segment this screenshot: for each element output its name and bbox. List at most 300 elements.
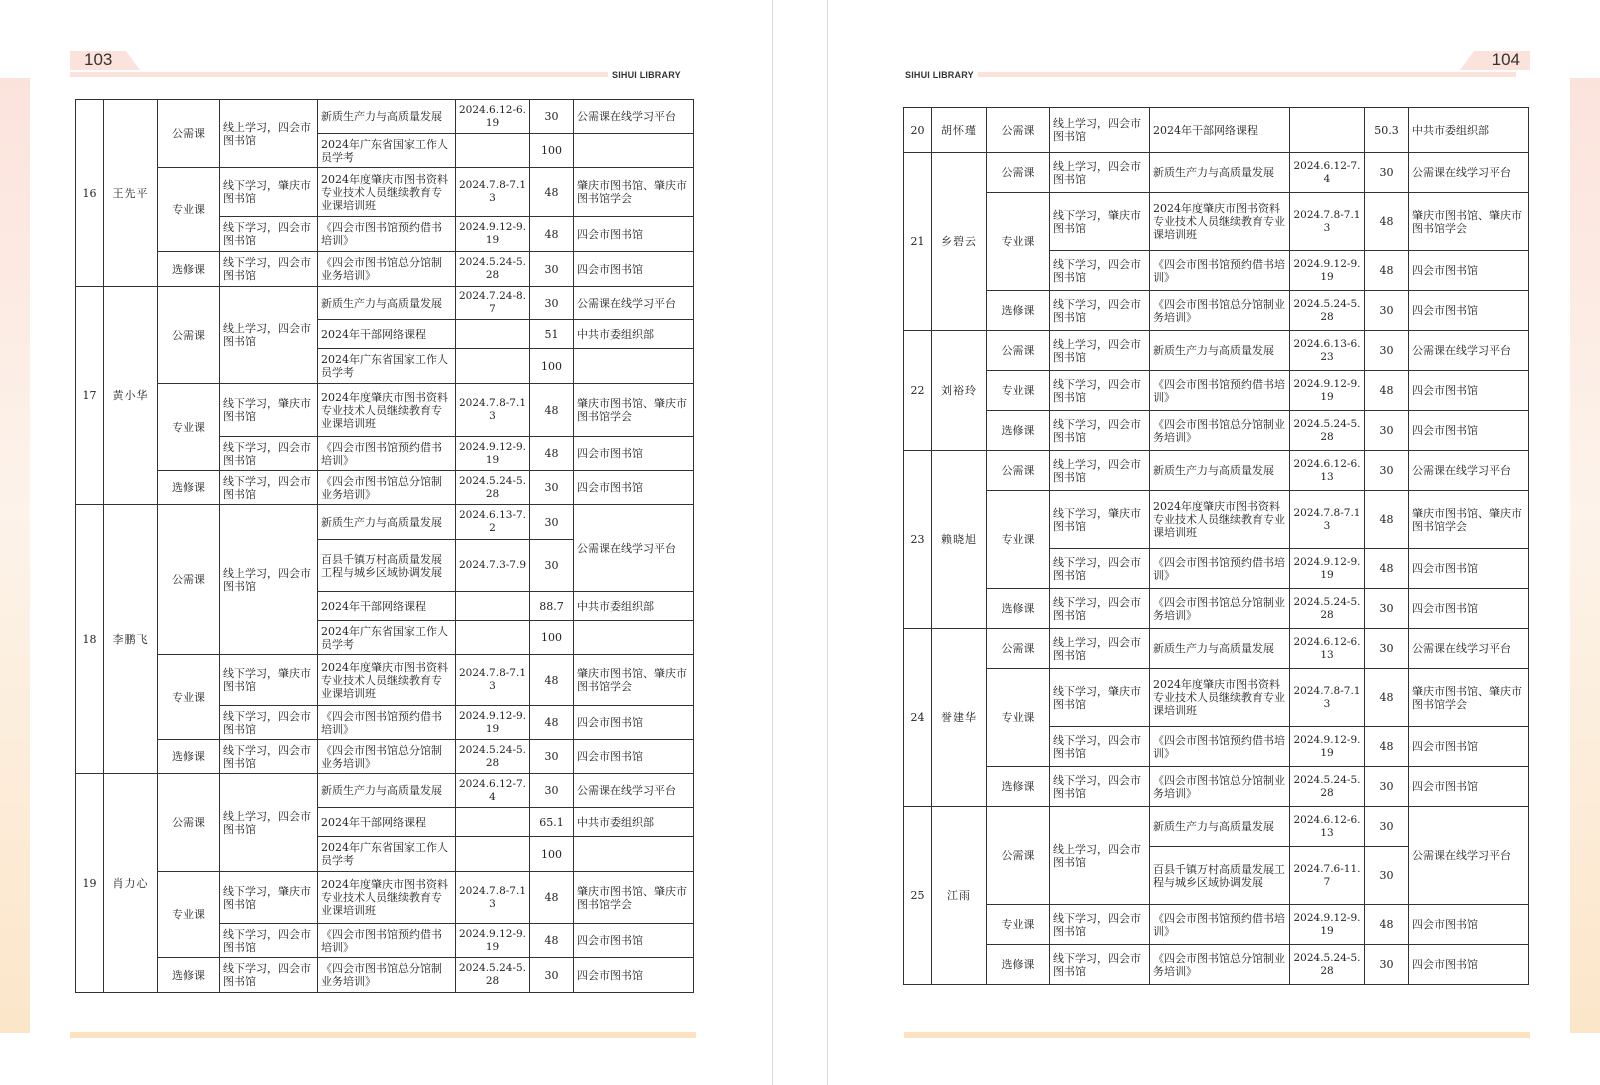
course-type-cell: 公需课 xyxy=(158,505,220,655)
table-row xyxy=(76,168,694,217)
table-row xyxy=(904,589,1529,629)
org-cell: 四会市图书馆 xyxy=(1409,371,1529,411)
table-row xyxy=(904,669,1529,727)
date-cell: 2024.9.12-9.19 xyxy=(1290,251,1365,291)
org-cell xyxy=(574,134,694,168)
date-cell xyxy=(456,134,530,168)
content-cell: 2024年度肇庆市图书资料专业技术人员继续教育专业课培训班 xyxy=(1150,491,1290,549)
method-cell: 线下学习，四会市图书馆 xyxy=(220,706,318,740)
date-cell: 2024.5.24-5.28 xyxy=(1290,945,1365,985)
hours-cell: 100 xyxy=(530,349,574,384)
course-type-cell: 公需课 xyxy=(987,108,1050,153)
course-type-cell: 公需课 xyxy=(987,807,1050,905)
table-row xyxy=(76,740,694,774)
content-cell: 新质生产力与高质量发展 xyxy=(1150,807,1290,847)
content-cell: 2024年度肇庆市图书资料专业技术人员继续教育专业课培训班 xyxy=(1150,193,1290,251)
date-cell: 2024.7.8-7.13 xyxy=(456,384,530,437)
org-cell: 四会市图书馆 xyxy=(1409,767,1529,807)
right-page xyxy=(828,0,1600,1085)
course-type-cell: 选修课 xyxy=(987,767,1050,807)
course-type-cell: 专业课 xyxy=(158,168,220,252)
org-cell: 肇庆市图书馆、肇庆市图书馆学会 xyxy=(1409,193,1529,251)
table-row xyxy=(904,807,1529,847)
content-cell: 2024年度肇庆市图书资料专业技术人员继续教育专业课培训班 xyxy=(318,655,456,706)
hours-cell: 30 xyxy=(530,100,574,134)
date-cell xyxy=(1290,108,1365,153)
name-cell: 江雨 xyxy=(932,807,987,985)
table-row xyxy=(904,193,1529,251)
hours-cell: 30 xyxy=(1365,807,1409,847)
method-cell: 线上学习，四会市图书馆 xyxy=(1050,331,1150,371)
course-type-cell: 专业课 xyxy=(158,384,220,471)
content-cell: 百县千镇万村高质量发展工程与城乡区域协调发展 xyxy=(318,540,456,592)
method-cell: 线下学习，肇庆市图书馆 xyxy=(1050,491,1150,549)
content-cell: 2024年度肇庆市图书资料专业技术人员继续教育专业课培训班 xyxy=(318,168,456,217)
org-cell: 四会市图书馆 xyxy=(574,924,694,958)
org-cell: 公需课在线学习平台 xyxy=(574,287,694,320)
method-cell: 线下学习，四会市图书馆 xyxy=(1050,767,1150,807)
name-cell: 刘裕玲 xyxy=(932,331,987,451)
table-row xyxy=(904,491,1529,549)
course-type-cell: 公需课 xyxy=(158,774,220,872)
org-cell: 四会市图书馆 xyxy=(574,252,694,287)
date-cell: 2024.9.12-9.19 xyxy=(1290,549,1365,589)
course-type-cell: 选修课 xyxy=(158,740,220,774)
table-row xyxy=(904,331,1529,371)
date-cell: 2024.7.8-7.13 xyxy=(456,168,530,217)
hours-cell: 48 xyxy=(1365,549,1409,589)
footer-rule xyxy=(70,1032,696,1038)
hours-cell: 48 xyxy=(1365,371,1409,411)
hours-cell: 30 xyxy=(530,471,574,505)
content-cell: 《四会市图书馆总分馆制业务培训》 xyxy=(318,252,456,287)
content-cell: 2024年广东省国家工作人员学考 xyxy=(318,621,456,655)
page-number: 104 xyxy=(1491,50,1520,69)
training-record-table xyxy=(903,107,1529,985)
hours-cell: 30 xyxy=(1365,451,1409,491)
org-cell: 四会市图书馆 xyxy=(574,471,694,505)
table-row xyxy=(904,108,1529,153)
hours-cell: 100 xyxy=(530,837,574,872)
date-cell: 2024.5.24-5.28 xyxy=(1290,411,1365,451)
content-cell: 新质生产力与高质量发展 xyxy=(318,100,456,134)
date-cell: 2024.6.12-6.13 xyxy=(1290,807,1365,847)
method-cell: 线下学习，四会市图书馆 xyxy=(1050,371,1150,411)
seq-cell: 23 xyxy=(904,451,932,629)
method-cell: 线上学习，四会市图书馆 xyxy=(220,287,318,384)
method-cell: 线下学习，肇庆市图书馆 xyxy=(220,384,318,437)
left-side-band xyxy=(0,78,30,1033)
content-cell: 《四会市图书馆预约借书培训》 xyxy=(1150,251,1290,291)
date-cell: 2024.7.3-7.9 xyxy=(456,540,530,592)
method-cell: 线上学习，四会市图书馆 xyxy=(1050,807,1150,905)
course-type-cell: 专业课 xyxy=(987,193,1050,291)
org-cell: 中共市委组织部 xyxy=(1409,108,1529,153)
page-number: 103 xyxy=(84,50,113,69)
org-cell: 四会市图书馆 xyxy=(1409,945,1529,985)
date-cell: 2024.5.24-5.28 xyxy=(456,471,530,505)
content-cell: 《四会市图书馆总分馆制业务培训》 xyxy=(1150,291,1290,331)
content-cell: 《四会市图书馆预约借书培训》 xyxy=(318,924,456,958)
org-cell xyxy=(574,621,694,655)
date-cell: 2024.9.12-9.19 xyxy=(1290,371,1365,411)
table-row xyxy=(904,905,1529,945)
date-cell: 2024.9.12-9.19 xyxy=(456,706,530,740)
name-cell: 胡怀瑾 xyxy=(932,108,987,153)
course-type-cell: 选修课 xyxy=(158,471,220,505)
method-cell: 线下学习，四会市图书馆 xyxy=(220,252,318,287)
course-type-cell: 公需课 xyxy=(987,451,1050,491)
content-cell: 2024年度肇庆市图书资料专业技术人员继续教育专业课培训班 xyxy=(318,384,456,437)
org-cell: 四会市图书馆 xyxy=(1409,905,1529,945)
table-row xyxy=(904,451,1529,491)
seq-cell: 24 xyxy=(904,629,932,807)
course-type-cell: 公需课 xyxy=(158,287,220,384)
hours-cell: 30 xyxy=(530,958,574,993)
course-type-cell: 专业课 xyxy=(158,872,220,958)
hours-cell: 48 xyxy=(530,217,574,252)
org-cell: 公需课在线学习平台 xyxy=(1409,629,1529,669)
date-cell: 2024.7.24-8.7 xyxy=(456,287,530,320)
date-cell: 2024.6.13-7.2 xyxy=(456,505,530,540)
content-cell: 新质生产力与高质量发展 xyxy=(318,505,456,540)
date-cell: 2024.5.24-5.28 xyxy=(456,740,530,774)
hours-cell: 30 xyxy=(530,740,574,774)
table-row xyxy=(76,471,694,505)
date-cell: 2024.7.8-7.13 xyxy=(456,655,530,706)
content-cell: 《四会市图书馆预约借书培训》 xyxy=(1150,371,1290,411)
seq-cell: 22 xyxy=(904,331,932,451)
name-cell: 肖力心 xyxy=(104,774,158,993)
method-cell: 线下学习，四会市图书馆 xyxy=(1050,411,1150,451)
hours-cell: 48 xyxy=(1365,193,1409,251)
hours-cell: 30 xyxy=(1365,153,1409,193)
hours-cell: 30 xyxy=(1365,629,1409,669)
hours-cell: 48 xyxy=(1365,251,1409,291)
hours-cell: 48 xyxy=(530,437,574,471)
content-cell: 《四会市图书馆总分馆制业务培训》 xyxy=(318,958,456,993)
content-cell: 2024年干部网络课程 xyxy=(1150,108,1290,153)
seq-cell: 25 xyxy=(904,807,932,985)
method-cell: 线上学习，四会市图书馆 xyxy=(1050,108,1150,153)
content-cell: 新质生产力与高质量发展 xyxy=(318,774,456,808)
org-cell: 公需课在线学习平台 xyxy=(574,505,694,592)
date-cell: 2024.7.8-7.13 xyxy=(1290,669,1365,727)
seq-cell: 19 xyxy=(76,774,104,993)
date-cell: 2024.6.12-7.4 xyxy=(1290,153,1365,193)
org-cell: 肇庆市图书馆、肇庆市图书馆学会 xyxy=(1409,491,1529,549)
method-cell: 线上学习，四会市图书馆 xyxy=(220,774,318,872)
seq-cell: 21 xyxy=(904,153,932,331)
date-cell: 2024.5.24-5.28 xyxy=(1290,589,1365,629)
date-cell: 2024.7.8-7.13 xyxy=(1290,491,1365,549)
hours-cell: 30 xyxy=(1365,589,1409,629)
table-row xyxy=(76,252,694,287)
hours-cell: 48 xyxy=(530,168,574,217)
date-cell xyxy=(456,621,530,655)
method-cell: 线下学习，肇庆市图书馆 xyxy=(220,655,318,706)
content-cell: 2024年度肇庆市图书资料专业技术人员继续教育专业课培训班 xyxy=(1150,669,1290,727)
date-cell: 2024.6.13-6.23 xyxy=(1290,331,1365,371)
footer-rule xyxy=(904,1032,1530,1038)
hours-cell: 48 xyxy=(1365,491,1409,549)
content-cell: 《四会市图书馆总分馆制业务培训》 xyxy=(318,471,456,505)
content-cell: 百县千镇万村高质量发展工程与城乡区域协调发展 xyxy=(1150,847,1290,905)
method-cell: 线下学习，四会市图书馆 xyxy=(1050,251,1150,291)
org-cell: 公需课在线学习平台 xyxy=(1409,807,1529,905)
date-cell xyxy=(456,592,530,621)
table-row xyxy=(76,958,694,993)
org-cell: 肇庆市图书馆、肇庆市图书馆学会 xyxy=(574,655,694,706)
content-cell: 《四会市图书馆总分馆制业务培训》 xyxy=(1150,945,1290,985)
org-cell: 中共市委组织部 xyxy=(574,808,694,837)
hours-cell: 30 xyxy=(1365,847,1409,905)
content-cell: 《四会市图书馆总分馆制业务培训》 xyxy=(1150,589,1290,629)
name-cell: 誉建华 xyxy=(932,629,987,807)
content-cell: 《四会市图书馆预约借书培训》 xyxy=(318,437,456,471)
hours-cell: 50.3 xyxy=(1365,108,1409,153)
content-cell: 2024年广东省国家工作人员学考 xyxy=(318,837,456,872)
method-cell: 线下学习，肇庆市图书馆 xyxy=(220,168,318,217)
org-cell: 公需课在线学习平台 xyxy=(1409,153,1529,193)
org-cell: 肇庆市图书馆、肇庆市图书馆学会 xyxy=(574,168,694,217)
org-cell: 四会市图书馆 xyxy=(574,217,694,252)
content-cell: 2024年广东省国家工作人员学考 xyxy=(318,349,456,384)
hours-cell: 100 xyxy=(530,134,574,168)
course-type-cell: 公需课 xyxy=(987,153,1050,193)
content-cell: 新质生产力与高质量发展 xyxy=(1150,629,1290,669)
org-cell: 四会市图书馆 xyxy=(574,958,694,993)
table-row xyxy=(76,505,694,540)
course-type-cell: 专业课 xyxy=(158,655,220,740)
method-cell: 线下学习，四会市图书馆 xyxy=(220,437,318,471)
seq-cell: 20 xyxy=(904,108,932,153)
org-cell: 公需课在线学习平台 xyxy=(574,100,694,134)
content-cell: 《四会市图书馆预约借书培训》 xyxy=(1150,905,1290,945)
brand-label: SIHUI LIBRARY xyxy=(905,70,974,80)
seq-cell: 18 xyxy=(76,505,104,774)
content-cell: 新质生产力与高质量发展 xyxy=(1150,153,1290,193)
date-cell: 2024.5.24-5.28 xyxy=(1290,291,1365,331)
hours-cell: 30 xyxy=(530,252,574,287)
hours-cell: 48 xyxy=(530,706,574,740)
method-cell: 线上学习，四会市图书馆 xyxy=(1050,451,1150,491)
hours-cell: 30 xyxy=(1365,331,1409,371)
training-record-table xyxy=(75,99,694,993)
course-type-cell: 选修课 xyxy=(158,252,220,287)
course-type-cell: 选修课 xyxy=(987,291,1050,331)
table-row xyxy=(904,291,1529,331)
method-cell: 线下学习，肇庆市图书馆 xyxy=(1050,193,1150,251)
table-row xyxy=(904,371,1529,411)
method-cell: 线下学习，四会市图书馆 xyxy=(1050,727,1150,767)
hours-cell: 48 xyxy=(530,924,574,958)
org-cell: 四会市图书馆 xyxy=(1409,291,1529,331)
hours-cell: 30 xyxy=(530,540,574,592)
name-cell: 乡碧云 xyxy=(932,153,987,331)
name-cell: 黄小华 xyxy=(104,287,158,505)
hours-cell: 100 xyxy=(530,621,574,655)
org-cell: 四会市图书馆 xyxy=(574,740,694,774)
course-type-cell: 专业课 xyxy=(987,669,1050,767)
date-cell: 2024.5.24-5.28 xyxy=(456,958,530,993)
course-type-cell: 选修课 xyxy=(987,945,1050,985)
table-row xyxy=(904,945,1529,985)
org-cell xyxy=(574,837,694,872)
table-row xyxy=(76,100,694,134)
method-cell: 线下学习，肇庆市图书馆 xyxy=(1050,669,1150,727)
org-cell: 四会市图书馆 xyxy=(1409,411,1529,451)
hours-cell: 30 xyxy=(1365,767,1409,807)
course-type-cell: 专业课 xyxy=(987,371,1050,411)
seq-cell: 16 xyxy=(76,100,104,287)
name-cell: 李鹏飞 xyxy=(104,505,158,774)
method-cell: 线上学习，四会市图书馆 xyxy=(220,100,318,168)
date-cell: 2024.9.12-9.19 xyxy=(456,437,530,471)
date-cell: 2024.9.12-9.19 xyxy=(456,217,530,252)
date-cell: 2024.9.12-9.19 xyxy=(1290,905,1365,945)
org-cell: 四会市图书馆 xyxy=(1409,727,1529,767)
method-cell: 线下学习，四会市图书馆 xyxy=(1050,549,1150,589)
method-cell: 线上学习，四会市图书馆 xyxy=(220,505,318,655)
hours-cell: 30 xyxy=(1365,411,1409,451)
date-cell: 2024.6.12-6.19 xyxy=(456,100,530,134)
org-cell: 公需课在线学习平台 xyxy=(1409,451,1529,491)
course-type-cell: 专业课 xyxy=(987,491,1050,589)
method-cell: 线下学习，四会市图书馆 xyxy=(220,217,318,252)
course-type-cell: 选修课 xyxy=(158,958,220,993)
org-cell: 肇庆市图书馆、肇庆市图书馆学会 xyxy=(1409,669,1529,727)
org-cell: 四会市图书馆 xyxy=(574,706,694,740)
course-type-cell: 专业课 xyxy=(987,905,1050,945)
hours-cell: 30 xyxy=(530,774,574,808)
hours-cell: 30 xyxy=(1365,291,1409,331)
hours-cell: 48 xyxy=(1365,905,1409,945)
hours-cell: 48 xyxy=(530,872,574,924)
org-cell xyxy=(574,349,694,384)
name-cell: 赖晓旭 xyxy=(932,451,987,629)
org-cell: 公需课在线学习平台 xyxy=(574,774,694,808)
content-cell: 《四会市图书馆总分馆制业务培训》 xyxy=(1150,767,1290,807)
course-type-cell: 公需课 xyxy=(158,100,220,168)
table-row xyxy=(76,872,694,924)
date-cell: 2024.9.12-9.19 xyxy=(456,924,530,958)
date-cell: 2024.7.8-7.13 xyxy=(456,872,530,924)
hours-cell: 51 xyxy=(530,320,574,349)
course-type-cell: 选修课 xyxy=(987,589,1050,629)
hours-cell: 30 xyxy=(530,505,574,540)
content-cell: 2024年度肇庆市图书资料专业技术人员继续教育专业课培训班 xyxy=(318,872,456,924)
date-cell: 2024.6.12-6.13 xyxy=(1290,451,1365,491)
method-cell: 线下学习，肇庆市图书馆 xyxy=(220,872,318,924)
content-cell: 《四会市图书馆总分馆制业务培训》 xyxy=(1150,411,1290,451)
date-cell xyxy=(456,320,530,349)
table-row xyxy=(76,384,694,437)
method-cell: 线下学习，四会市图书馆 xyxy=(220,958,318,993)
course-type-cell: 公需课 xyxy=(987,331,1050,371)
table-row xyxy=(904,629,1529,669)
content-cell: 2024年广东省国家工作人员学考 xyxy=(318,134,456,168)
method-cell: 线下学习，四会市图书馆 xyxy=(220,471,318,505)
org-cell: 中共市委组织部 xyxy=(574,592,694,621)
org-cell: 肇庆市图书馆、肇庆市图书馆学会 xyxy=(574,872,694,924)
content-cell: 2024年干部网络课程 xyxy=(318,592,456,621)
method-cell: 线下学习，四会市图书馆 xyxy=(1050,291,1150,331)
table-row xyxy=(76,655,694,706)
method-cell: 线上学习，四会市图书馆 xyxy=(1050,629,1150,669)
course-type-cell: 选修课 xyxy=(987,411,1050,451)
org-cell: 四会市图书馆 xyxy=(574,437,694,471)
method-cell: 线上学习，四会市图书馆 xyxy=(1050,153,1150,193)
content-cell: 新质生产力与高质量发展 xyxy=(318,287,456,320)
date-cell xyxy=(456,837,530,872)
name-cell: 王先平 xyxy=(104,100,158,287)
content-cell: 《四会市图书馆预约借书培训》 xyxy=(1150,727,1290,767)
org-cell: 公需课在线学习平台 xyxy=(1409,331,1529,371)
course-type-cell: 公需课 xyxy=(987,629,1050,669)
content-cell: 2024年干部网络课程 xyxy=(318,320,456,349)
date-cell: 2024.5.24-5.28 xyxy=(456,252,530,287)
date-cell: 2024.6.12-6.13 xyxy=(1290,629,1365,669)
hours-cell: 48 xyxy=(1365,727,1409,767)
method-cell: 线下学习，四会市图书馆 xyxy=(1050,905,1150,945)
date-cell: 2024.5.24-5.28 xyxy=(1290,767,1365,807)
header-rule xyxy=(70,72,608,77)
brand-label: SIHUI LIBRARY xyxy=(612,70,681,80)
date-cell xyxy=(456,808,530,837)
hours-cell: 48 xyxy=(530,384,574,437)
method-cell: 线下学习，四会市图书馆 xyxy=(220,924,318,958)
org-cell: 四会市图书馆 xyxy=(1409,251,1529,291)
date-cell: 2024.7.6-11.7 xyxy=(1290,847,1365,905)
org-cell: 中共市委组织部 xyxy=(574,320,694,349)
table-row xyxy=(904,767,1529,807)
left-page xyxy=(0,0,772,1085)
content-cell: 2024年干部网络课程 xyxy=(318,808,456,837)
content-cell: 《四会市图书馆预约借书培训》 xyxy=(1150,549,1290,589)
table-row xyxy=(76,287,694,320)
hours-cell: 48 xyxy=(1365,669,1409,727)
hours-cell: 88.7 xyxy=(530,592,574,621)
table-row xyxy=(904,153,1529,193)
method-cell: 线下学习，四会市图书馆 xyxy=(220,740,318,774)
date-cell: 2024.6.12-7.4 xyxy=(456,774,530,808)
org-cell: 四会市图书馆 xyxy=(1409,549,1529,589)
method-cell: 线下学习，四会市图书馆 xyxy=(1050,945,1150,985)
org-cell: 肇庆市图书馆、肇庆市图书馆学会 xyxy=(574,384,694,437)
table-row xyxy=(76,774,694,808)
hours-cell: 65.1 xyxy=(530,808,574,837)
seq-cell: 17 xyxy=(76,287,104,505)
date-cell: 2024.9.12-9.19 xyxy=(1290,727,1365,767)
content-cell: 《四会市图书馆预约借书培训》 xyxy=(318,217,456,252)
header-rule xyxy=(978,72,1516,77)
hours-cell: 30 xyxy=(530,287,574,320)
right-side-band xyxy=(1570,78,1600,1033)
book-gutter xyxy=(772,0,828,1085)
content-cell: 《四会市图书馆预约借书培训》 xyxy=(318,706,456,740)
hours-cell: 30 xyxy=(1365,945,1409,985)
org-cell: 四会市图书馆 xyxy=(1409,589,1529,629)
content-cell: 《四会市图书馆总分馆制业务培训》 xyxy=(318,740,456,774)
content-cell: 新质生产力与高质量发展 xyxy=(1150,451,1290,491)
hours-cell: 48 xyxy=(530,655,574,706)
table-row xyxy=(904,411,1529,451)
content-cell: 新质生产力与高质量发展 xyxy=(1150,331,1290,371)
date-cell xyxy=(456,349,530,384)
method-cell: 线下学习，四会市图书馆 xyxy=(1050,589,1150,629)
date-cell: 2024.7.8-7.13 xyxy=(1290,193,1365,251)
